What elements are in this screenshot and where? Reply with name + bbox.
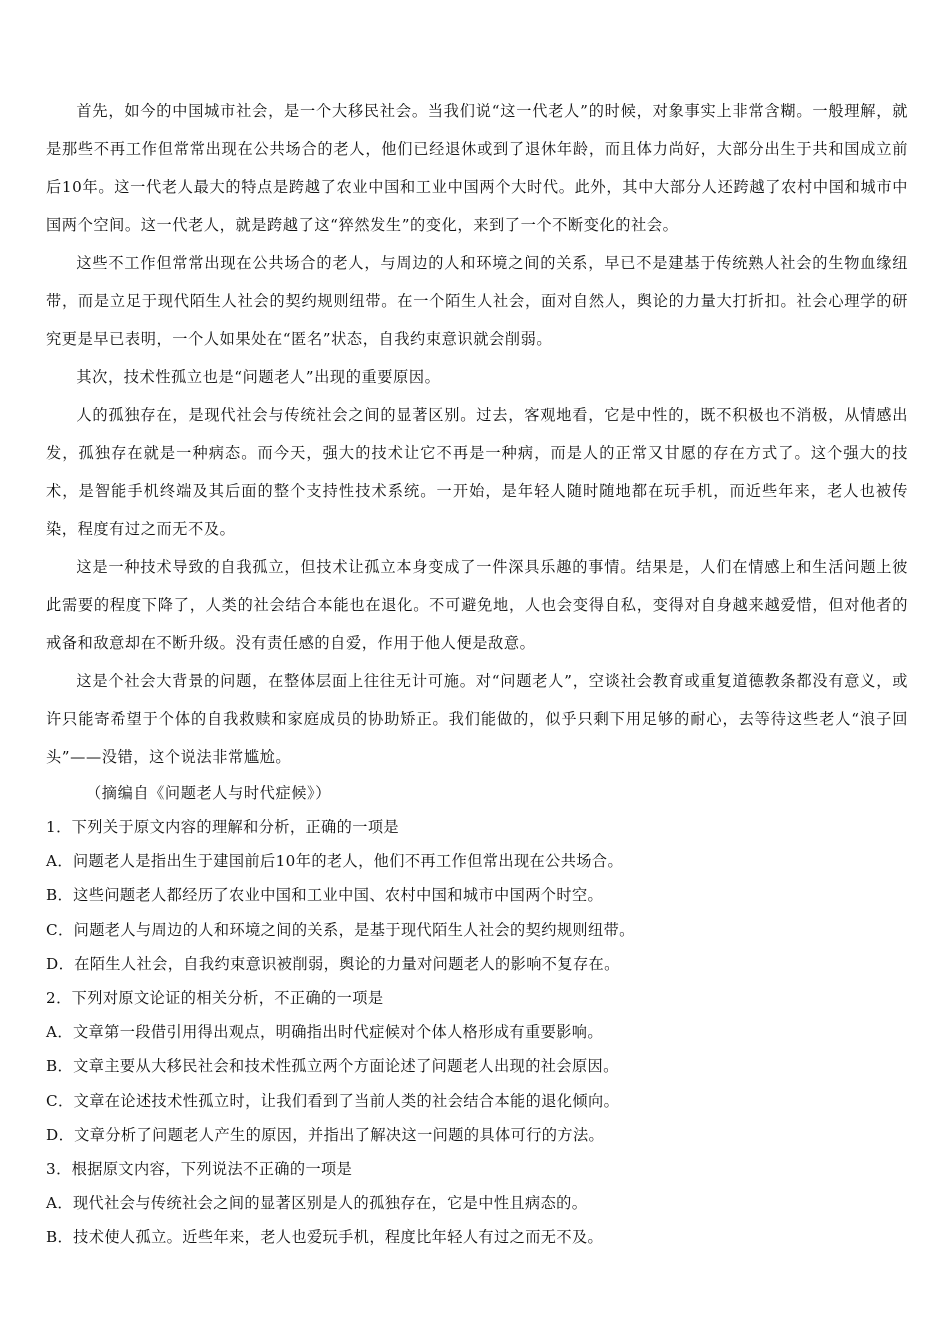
option-letter: A． bbox=[46, 1194, 73, 1213]
option-letter: B． bbox=[46, 886, 74, 905]
option-letter: B． bbox=[46, 1057, 74, 1076]
question-option-a bbox=[46, 1015, 908, 1049]
option-letter: A． bbox=[46, 1023, 73, 1042]
question-stem: 2．下列对原文论证的相关分析，不正确的一项是 bbox=[46, 989, 384, 1008]
question-2 bbox=[46, 981, 908, 1152]
option-text: 文章主要从大移民社会和技术性孤立两个方面论述了问题老人出现的社会原因。 bbox=[73, 1057, 619, 1076]
question-option-b bbox=[46, 1049, 908, 1083]
option-text: 现代社会与传统社会之间的显著区别是人的孤独存在，它是中性且病态的。 bbox=[72, 1194, 588, 1213]
option-text: 技术使人孤立。近些年来，老人也爱玩手机，程度比年轻人有过之而无不及。 bbox=[73, 1228, 604, 1247]
article-paragraph-5: 这是一种技术导致的自我孤立，但技术让孤立本身变成了一件深具乐趣的事情。结果是，人们在情感上和生活问题上彼此需要的程度下降了，人类的社会结合本能也在退化。不可避免地，人也会变得自私，变得对自身越来越爱惜，但对他者的戒备和敌意却在不断升级。没有责任感的自爱，作用于他人便是敌意。 bbox=[46, 558, 908, 652]
question-option-c bbox=[46, 913, 908, 947]
article-paragraph-3: 其次，技术性孤立也是“问题老人”出现的重要原因。 bbox=[76, 368, 441, 386]
question-1 bbox=[46, 810, 908, 981]
option-letter: C． bbox=[46, 920, 74, 939]
question-option-c bbox=[46, 1084, 908, 1118]
option-text: 问题老人是指出生于建国前后10年的老人，他们不再工作但常出现在公共场合。 bbox=[72, 852, 624, 871]
article-paragraph-2: 这些不工作但常常出现在公共场合的老人，与周边的人和环境之间的关系，早已不是建基于传统熟人社会的生物血缘纽带，而是立足于现代陌生人社会的契约规则纽带。在一个陌生人社会，面对自然人，舆论的力量大打折扣。社会心理学的研究更是早已表明，一个人如果处在“匿名”状态，自我约束意识就会削弱。 bbox=[46, 254, 908, 348]
option-letter: A． bbox=[46, 852, 73, 871]
option-text: 文章在论述技术性孤立时，让我们看到了当前人类的社会结合本能的退化倾向。 bbox=[73, 1091, 620, 1110]
question-option-b bbox=[46, 1220, 908, 1254]
article-paragraph-4: 人的孤独存在，是现代社会与传统社会之间的显著区别。过去，客观地看，它是中性的，既不积极也不消极，从情感出发，孤独存在就是一种病态。而今天，强大的技术让它不再是一种病，而是人的正常又甘愿的存在方式了。这个强大的技术，是智能手机终端及其后面的整个支持性技术系统。一开始，是年轻人随时随地都在玩手机，而近些年来，老人也被传染，程度有过之而无不及。 bbox=[46, 406, 908, 538]
question-stem: 1．下列关于原文内容的理解和分析，正确的一项是 bbox=[46, 818, 399, 836]
question-option-d bbox=[46, 1118, 908, 1152]
document-page bbox=[46, 92, 908, 1255]
article-paragraph-6: 这是个社会大背景的问题，在整体层面上往往无计可施。对“问题老人”，空谈社会教育或重复道德教条都没有意义，或许只能寄希望于个体的自我救赎和家庭成员的协助矫正。我们能做的，似乎只剩下用足够的耐心，去等待这些老人“浪子回头”——没错，这个说法非常尴尬。 bbox=[46, 672, 908, 766]
option-text: 文章分析了问题老人产生的原因，并指出了解决这一问题的具体可行的方法。 bbox=[74, 1125, 605, 1144]
question-option-a bbox=[46, 844, 908, 878]
article-paragraph-1: 首先，如今的中国城市社会，是一个大移民社会。当我们说“这一代老人”的时候，对象事实上非常含糊。一般理解，就是那些不再工作但常常出现在公共场合的老人，他们已经退休或到了退休年龄，而且体力尚好，大部分出生于共和国成立前后10年。这一代老人最大的特点是跨越了农业中国和工业中国两个大时代。此外，其中大部分人还跨越了农村中国和城市中国两个空间。这一代老人，就是跨越了这“猝然发生”的变化，来到了一个不断变化的社会。 bbox=[46, 102, 908, 234]
question-list bbox=[46, 810, 908, 1255]
option-letter: C． bbox=[46, 1091, 74, 1110]
option-letter: B． bbox=[46, 1228, 74, 1247]
question-3 bbox=[46, 1152, 908, 1255]
option-text: 这些问题老人都经历了农业中国和工业中国、农村中国和城市中国两个时空。 bbox=[73, 886, 604, 905]
question-option-b bbox=[46, 878, 908, 912]
option-text: 文章第一段借引用得出观点，明确指出时代症候对个体人格形成有重要影响。 bbox=[72, 1023, 603, 1042]
option-letter: D． bbox=[46, 954, 75, 973]
option-letter: D． bbox=[46, 1125, 75, 1144]
question-option-a bbox=[46, 1186, 908, 1220]
article-source: （摘编自《问题老人与时代症候》） bbox=[86, 784, 331, 802]
option-text: 在陌生人社会，自我约束意识被削弱，舆论的力量对问题老人的影响不复存在。 bbox=[74, 954, 620, 973]
question-option-d bbox=[46, 947, 908, 981]
article-body bbox=[46, 92, 908, 810]
option-text: 问题老人与周边的人和环境之间的关系，是基于现代陌生人社会的契约规则纽带。 bbox=[73, 920, 635, 939]
question-stem: 3．根据原文内容，下列说法不正确的一项是 bbox=[46, 1160, 353, 1179]
